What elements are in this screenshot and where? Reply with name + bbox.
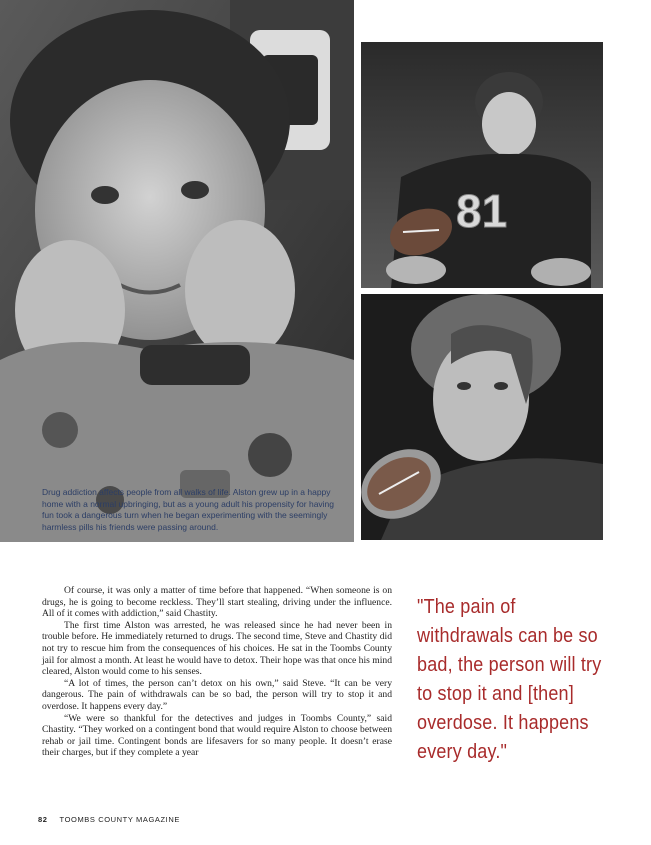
photo-caption: Drug addiction affects people from all walks of life. Alston grew up in a happy home with a normal upbringing, but as a young adult his propensity for having fun took a dangerous turn when he began experimenting with the seemingly harmless pills his friends were passing around. (42, 487, 335, 532)
page-number: 82 (38, 815, 48, 824)
pull-quote: "The pain of withdrawals can be so bad, the person will try to stop it and [then] overdose. It happens every day." (417, 596, 602, 763)
page-footer (38, 815, 180, 824)
article-body (42, 585, 392, 759)
article-paragraph: The first time Alston was arrested, he was released since he had never been in trouble before. He immediately returned to drugs. The second time, Steve and Chastity did not try to rescue him from the consequences of his choices. He sat in the Toombs County jail for almost a month. At least he would have to detox. Their hope was that once his mind cleared, Alston would come to his senses. (42, 619, 392, 678)
article-paragraph: “A lot of times, the person can’t detox on his own,” said Steve. “It can be very dangerous. The pain of withdrawals can be so bad, the person will try to stop it and overdose. It happens every day.” (42, 677, 392, 712)
teen-football-photo (361, 294, 603, 540)
publication-name: TOOMBS COUNTY MAGAZINE (59, 815, 180, 824)
football-jersey-photo (361, 42, 603, 288)
toddler-photo (0, 0, 354, 542)
svg-text:81: 81 (456, 185, 508, 237)
article-paragraph: Of course, it was only a matter of time before that happened. “When someone is on drugs, he is going to become reckless. They’ll start stealing, driving under the influence. All of it comes with addiction,” said Chastity. (42, 585, 392, 620)
article-paragraph: “We were so thankful for the detectives and judges in Toombs County,” said Chastity. “They worked on a contingent bond that would require Alston to choose between rehab or jail time. Contingent bonds are lifesavers for so many people. It doesn’t erase their charges, but if they complete a year (42, 712, 392, 759)
